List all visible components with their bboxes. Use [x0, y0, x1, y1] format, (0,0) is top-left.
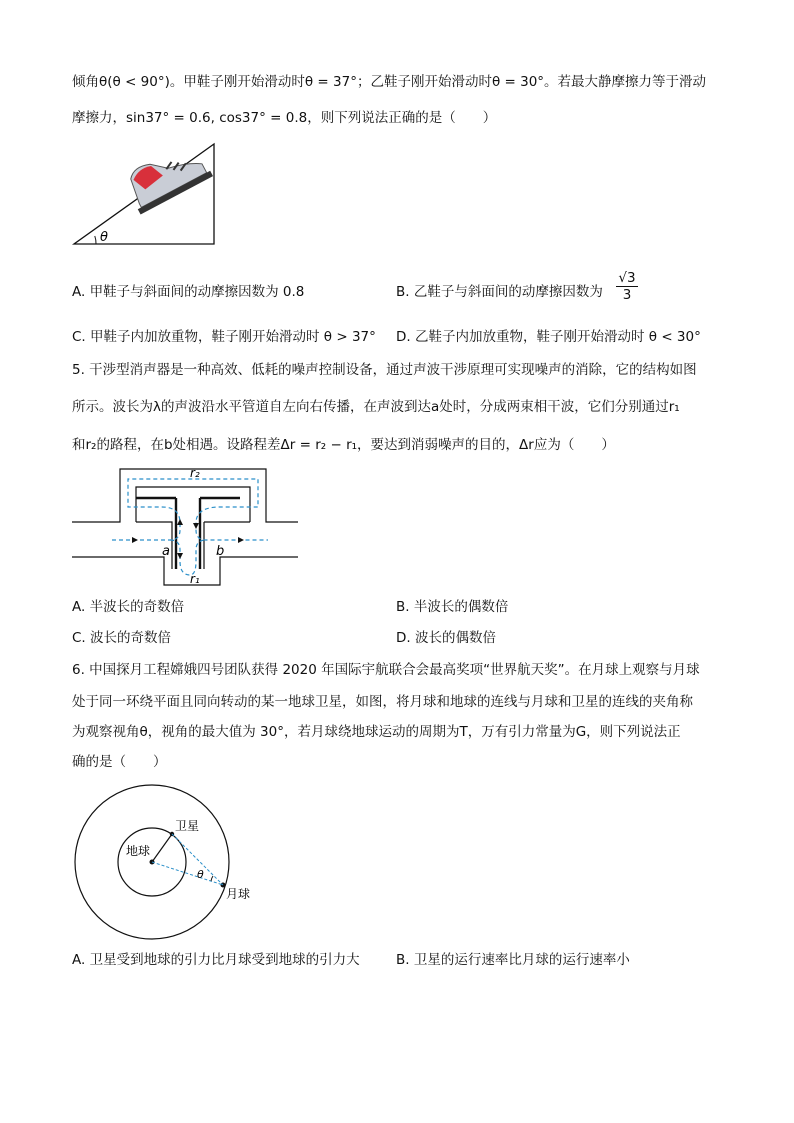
angle-arc [95, 236, 96, 244]
q6-text-line-2: 处于同一环绕平面且同向转动的某一地球卫星，如图，将月球和地球的连线与月球和卫星的连线的夹角称 [72, 694, 693, 710]
theta-label: θ [100, 230, 108, 245]
q5-option-d: D. 波长的偶数倍 [396, 630, 496, 646]
q6-orbit-figure [72, 782, 282, 942]
earth-label: 地球 [126, 844, 151, 858]
q5-option-a: A. 半波长的奇数倍 [72, 599, 185, 615]
q4-option-d: D. 乙鞋子内加放重物，鞋子刚开始滑动时 θ < 30° [396, 329, 701, 345]
fraction-numerator: √3 [616, 270, 638, 287]
q4-option-b [396, 282, 603, 302]
q4-option-a: A. 甲鞋子与斜面间的动摩擦因数为 0.8 [72, 284, 305, 300]
q4-option-c: C. 甲鞋子内加放重物，鞋子刚开始滑动时 θ > 37° [72, 329, 376, 345]
point-a-label: a [162, 544, 170, 559]
q4-text-line-2: 摩擦力，sin37° = 0.6, cos37° = 0.8，则下列说法正确的是（ ） [72, 110, 497, 126]
q6-text-line-4: 确的是（ ） [72, 754, 167, 770]
q4-text-line-1: 倾角θ(θ < 90°)。甲鞋子刚开始滑动时θ = 37°；乙鞋子刚开始滑动时θ = 30°。若最大静摩擦力等于滑动 [72, 74, 707, 90]
q6-option-a: A. 卫星受到地球的引力比月球受到地球的引力大 [72, 952, 360, 968]
q5-text-line-1: 5. 干涉型消声器是一种高效、低耗的噪声控制设备，通过声波干涉原理可实现噪声的消除，它的结构如图 [72, 362, 697, 378]
shoe-icon [121, 140, 213, 215]
q4-option-b-text: B. 乙鞋子与斜面间的动摩擦因数为 [396, 284, 603, 300]
sound-path [112, 479, 268, 575]
q5-text-line-2: 所示。波长为λ的声波沿水平管道自左向右传播，在声波到达a处时，分成两束相干波，它们分别通过r₁ [72, 399, 680, 415]
q5-silencer-figure [72, 465, 302, 590]
point-b-label: b [216, 544, 225, 559]
q6-text-line-1: 6. 中国探月工程嫦娥四号团队获得 2020 年国际宇航联合会最高奖项“世界航天奖”。在月球上观察与月球 [72, 662, 700, 678]
q6-option-b: B. 卫星的运行速率比月球的运行速率小 [396, 952, 630, 968]
fraction-denominator: 3 [622, 287, 632, 303]
earth-moon-line [152, 862, 223, 885]
q5-option-b: B. 半波长的偶数倍 [396, 599, 509, 615]
q6-text-line-3: 为观察视角θ，视角的最大值为 30°，若月球绕地球运动的周期为T，万有引力常量为G，则下列说法正 [72, 724, 681, 740]
earth-satellite-line [152, 834, 172, 862]
q4-option-b-fraction [616, 270, 638, 303]
q5-text-line-3: 和r₂的路程，在b处相遇。设路程差Δr = r₂ − r₁，要达到消弱噪声的目的，Δr应为（ ） [72, 437, 615, 453]
theta-label: θ [197, 868, 204, 881]
direction-arrows [132, 519, 244, 559]
q5-option-c: C. 波长的奇数倍 [72, 630, 172, 646]
moon-label: 月球 [226, 887, 251, 901]
pipe-outline [72, 469, 298, 585]
r2-label: r₂ [190, 466, 200, 480]
r1-label: r₁ [190, 572, 200, 586]
satellite-label: 卫星 [175, 819, 200, 833]
q4-incline-figure [70, 140, 220, 250]
view-angle-arc [211, 876, 213, 881]
